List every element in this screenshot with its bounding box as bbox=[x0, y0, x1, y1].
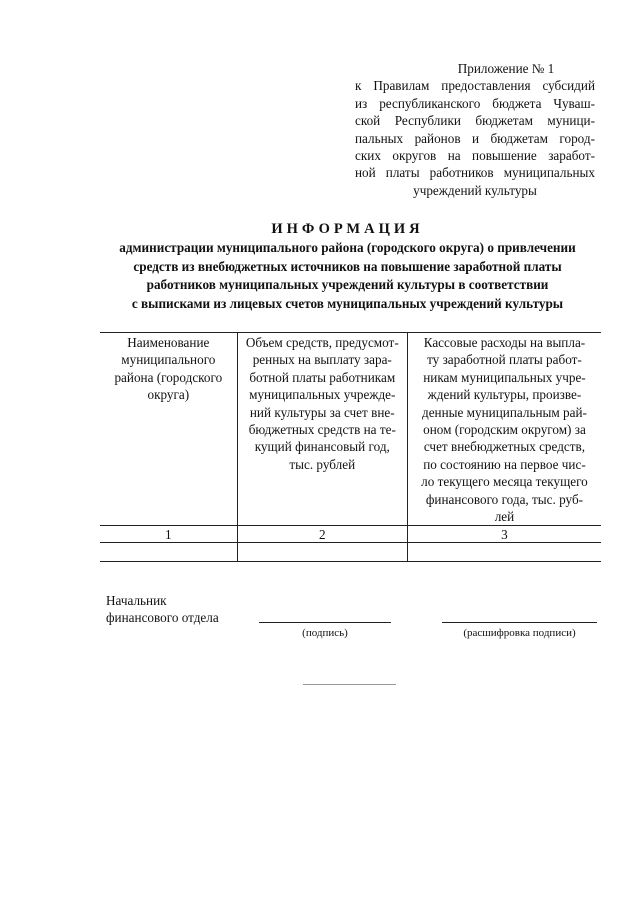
header-text-line: лей bbox=[494, 509, 515, 525]
appendix-line: к Правилам предоставления субсидий bbox=[355, 78, 595, 94]
signature-label bbox=[106, 592, 219, 627]
header-text-line: муниципального bbox=[121, 352, 216, 368]
column-number: 2 bbox=[237, 526, 407, 543]
signature-line[interactable] bbox=[259, 622, 391, 623]
header-text-line: ботной платы работникам bbox=[249, 369, 396, 385]
heading-subtitle-line: администрации муниципального района (городского округа) о привлечении bbox=[119, 240, 576, 255]
header-text-line: финансового года, тыс. руб- bbox=[425, 491, 584, 507]
header-text-line: ту заработной платы работ- bbox=[427, 352, 582, 368]
appendix-line: ной платы работников муниципальных bbox=[355, 165, 595, 181]
header-text-line: оном (городским округом) за bbox=[423, 422, 586, 438]
appendix-line: ской Республики бюджетам муници- bbox=[355, 113, 595, 129]
header-text-line: ждений культуры, произве- bbox=[427, 387, 582, 403]
header-text-line: бюджетных средств на те- bbox=[248, 422, 396, 438]
header-text-line: никам муниципальных учре- bbox=[423, 369, 586, 385]
header-text-line: муниципальных учрежде- bbox=[249, 387, 396, 403]
table-cell[interactable] bbox=[237, 543, 407, 562]
header-text-line: Объем средств, предусмот- bbox=[245, 335, 399, 350]
header-text-line: ренных на выплату зара- bbox=[252, 352, 392, 368]
heading-title: ИНФОРМАЦИЯ bbox=[271, 221, 424, 237]
table-cell[interactable] bbox=[100, 543, 237, 562]
header-text-line: ний культуры за счет вне- bbox=[249, 404, 395, 420]
table-row bbox=[100, 543, 601, 562]
header-cell-district bbox=[100, 333, 237, 526]
header-cell-cash-expenses bbox=[407, 333, 601, 526]
bottom-divider bbox=[303, 684, 396, 685]
appendix-title: Приложение № 1 bbox=[457, 61, 555, 76]
header-text-line: счет внебюджетных средств, bbox=[423, 439, 586, 455]
appendix-line: пальных районов и бюджетам город- bbox=[355, 130, 595, 146]
signature-decoding-line[interactable] bbox=[442, 622, 597, 623]
document-heading bbox=[95, 219, 600, 313]
signature-caption: (подпись) bbox=[302, 627, 348, 639]
signature-label-line: финансового отдела bbox=[106, 610, 219, 626]
header-text-line: по состоянию на первое чис- bbox=[423, 456, 586, 472]
heading-subtitle-line: с выписками из лицевых счетов муниципальных учреждений культуры bbox=[131, 295, 564, 311]
appendix-line: ских округов на повышение заработ- bbox=[355, 148, 595, 164]
column-number: 1 bbox=[100, 526, 237, 543]
heading-subtitle-line: средств из внебюджетных источников на повышение заработной платы bbox=[133, 258, 562, 274]
header-text-line: ло текущего месяца текущего bbox=[421, 474, 588, 490]
header-text-line: Наименование bbox=[127, 335, 210, 350]
header-text-line: денные муниципальным рай- bbox=[421, 404, 587, 420]
signature-decoding-caption: (расшифровка подписи) bbox=[463, 627, 576, 639]
heading-subtitle-line: работников муниципальных учреждений культуры в соответствии bbox=[146, 277, 549, 292]
column-number: 3 bbox=[407, 526, 601, 543]
appendix-line: учреждений культуры bbox=[413, 182, 537, 198]
header-cell-planned-funds bbox=[237, 333, 407, 526]
header-text-line: тыс. рублей bbox=[289, 456, 356, 472]
column-number-row bbox=[100, 526, 601, 543]
table-cell[interactable] bbox=[407, 543, 601, 562]
header-text-line: Кассовые расходы на выпла- bbox=[423, 335, 586, 350]
appendix-line: из республиканского бюджета Чуваш- bbox=[355, 95, 595, 111]
table-header-row bbox=[100, 333, 601, 526]
info-table bbox=[100, 332, 601, 562]
signature-label-line: Начальник bbox=[106, 593, 167, 608]
header-text-line: округа) bbox=[147, 387, 190, 403]
appendix-block bbox=[355, 60, 595, 199]
header-text-line: района (городского bbox=[114, 369, 223, 385]
header-text-line: кущий финансовый год, bbox=[254, 439, 390, 455]
